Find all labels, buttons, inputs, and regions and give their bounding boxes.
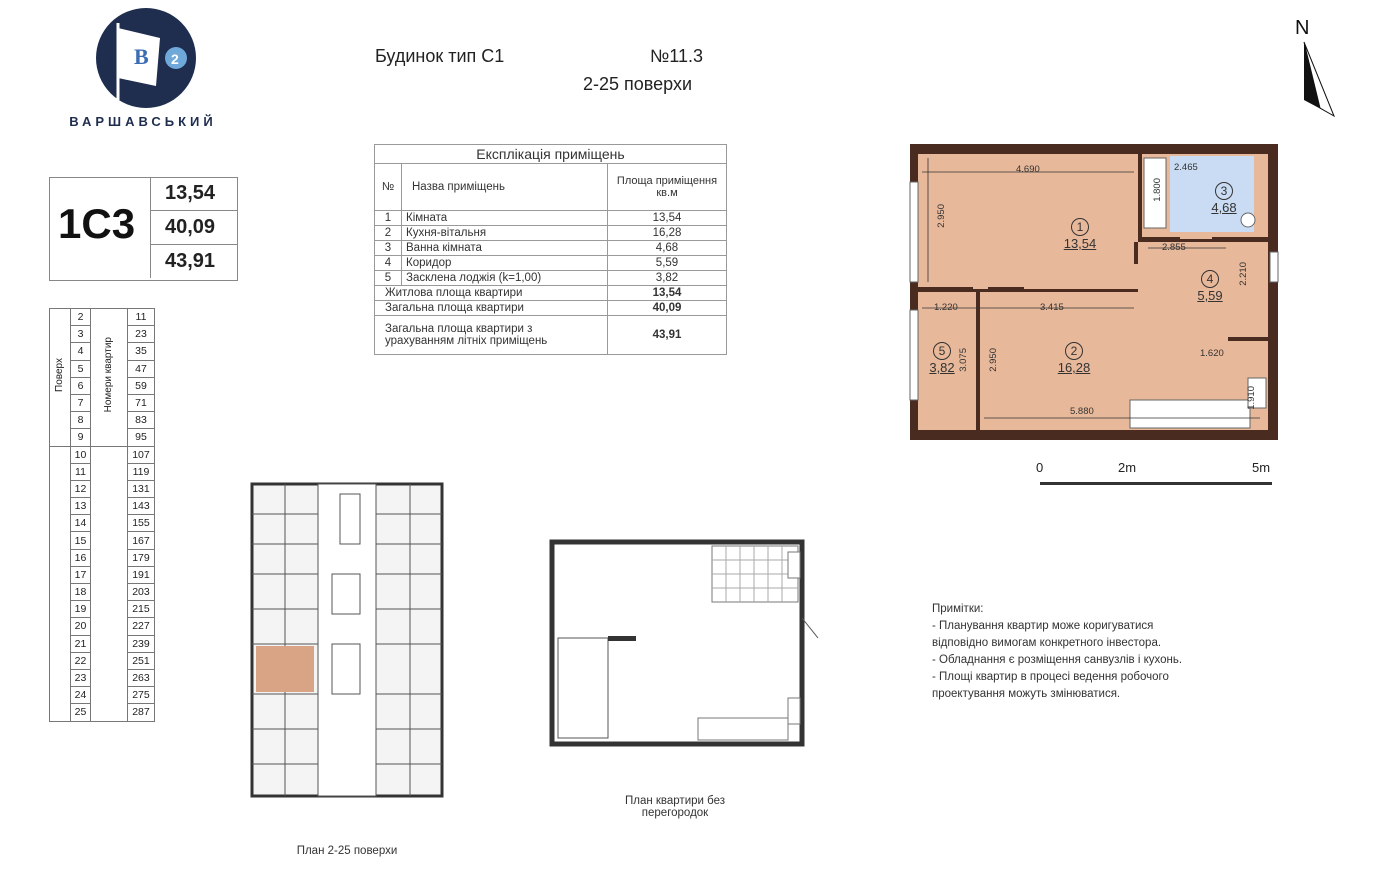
col-name-header: Назва приміщень [402, 164, 608, 211]
floor-number: 15 [71, 532, 91, 549]
highlighted-apartment [256, 646, 314, 692]
floor-number: 22 [71, 652, 91, 669]
col-area-header: Площа приміщення кв.м [608, 164, 727, 211]
floor-number: 24 [71, 687, 91, 704]
room-3-label: 3 4,68 [1211, 184, 1237, 215]
floor-number: 17 [71, 566, 91, 583]
total-row: Загальна площа квартири 40,09 [375, 301, 727, 316]
north-label: N [1295, 17, 1310, 39]
dim-label: 3.075 [958, 348, 969, 372]
dim-label: 1.220 [934, 302, 958, 313]
apartment-number: 131 [127, 480, 154, 497]
apartment-number: 155 [127, 515, 154, 532]
table-row [50, 309, 155, 326]
apartment-number: 167 [127, 532, 154, 549]
table-row: 4 Коридор 5,59 [375, 256, 727, 271]
table-row: 2 Кухня-вітальня 16,28 [375, 226, 727, 241]
floor-number: 16 [71, 549, 91, 566]
apartment-number: 251 [127, 652, 154, 669]
floor-plan [250, 474, 445, 826]
apartment-number: 263 [127, 669, 154, 686]
floor-number: 5 [71, 360, 91, 377]
apartment-column-label: Номери квартир [102, 337, 114, 413]
total-row: Житлова площа квартири 13,54 [375, 286, 727, 301]
apartment-number: 191 [127, 566, 154, 583]
apartment-areas [150, 177, 237, 278]
apartment-number: 11 [127, 309, 154, 326]
apartment-number: 227 [127, 618, 154, 635]
apartment-number: 71 [127, 394, 154, 411]
apartment-number: 203 [127, 584, 154, 601]
dim-label: 2.950 [988, 348, 999, 372]
building-type: Будинок тип С1 [375, 46, 505, 66]
logo-name: ВАРШАВСЬКИЙ [69, 114, 217, 129]
apartment-number: 143 [127, 498, 154, 515]
floor-number: 25 [71, 704, 91, 721]
dim-label: 5.880 [1070, 406, 1094, 417]
apartment-number: 239 [127, 635, 154, 652]
scale-bar: 0 2m 5m [1030, 460, 1280, 490]
apartment-number: 275 [127, 687, 154, 704]
floor-number: 6 [71, 377, 91, 394]
dim-label: 2.465 [1174, 162, 1198, 173]
explication-title: Експлікація приміщень [375, 145, 727, 164]
apartment-code: 1С3 [58, 200, 136, 247]
floor-number: 11 [71, 463, 91, 480]
floor-number: 9 [71, 429, 91, 446]
apartment-number: 23 [127, 326, 154, 343]
logo-number: 2 [171, 51, 179, 67]
floor-number: 8 [71, 412, 91, 429]
floor-number: 2 [71, 309, 91, 326]
explication-table [374, 144, 727, 355]
table-row [50, 446, 155, 463]
notes-title: Примітки: [932, 603, 984, 615]
total-area-with-loggia: 43,91 [165, 250, 216, 272]
floor-number: 3 [71, 326, 91, 343]
apartment-number: 107 [127, 446, 154, 463]
floor-plan-caption: План 2-25 поверхи [296, 845, 398, 857]
table-row: 1 Кімната 13,54 [375, 211, 727, 226]
floors-table [49, 308, 155, 722]
apartment-number: 35 [127, 343, 154, 360]
floor-number: 21 [71, 635, 91, 652]
table-row: 5 Засклена лоджія (k=1,00) 3,82 [375, 271, 727, 286]
floors-range: 2-25 поверхи [583, 74, 693, 94]
living-area: 13,54 [151, 177, 237, 211]
total-row: Загальна площа квартири з урахуванням літніх приміщень 43,91 [375, 316, 727, 355]
dim-label: 2.950 [936, 204, 947, 228]
room-5-label: 5 3,82 [929, 344, 955, 375]
room-2-label: 2 16,28 [1057, 344, 1091, 375]
dim-label: 1.800 [1152, 178, 1163, 202]
notes [932, 601, 1192, 703]
floor-number: 19 [71, 601, 91, 618]
apartment-number: 287 [127, 704, 154, 721]
logo [96, 8, 196, 108]
floor-number: 12 [71, 480, 91, 497]
room-1-label: 1 13,54 [1063, 220, 1097, 251]
open-plan-caption: План квартири без перегородок [624, 795, 726, 819]
apartment-plan [908, 142, 1280, 442]
open-plan [548, 538, 828, 748]
note-item: - Площі квартир в процесі ведення робочого проектування можуть змінюватися. [932, 671, 1169, 700]
apartment-number: 83 [127, 412, 154, 429]
dim-label: 2.855 [1162, 242, 1186, 253]
logo-letter: B [134, 44, 149, 69]
floor-column-label: Поверх [54, 357, 65, 392]
floor-number: 13 [71, 498, 91, 515]
note-item: - Планування квартир може коригуватися відповідно вимогам конкретного інвестора. [932, 620, 1162, 649]
floor-number: 10 [71, 446, 91, 463]
north-arrow [1290, 8, 1350, 128]
floor-number: 14 [71, 515, 91, 532]
apartment-number: 179 [127, 549, 154, 566]
dim-label: 4.690 [1016, 164, 1040, 175]
col-num-header: № [375, 164, 402, 211]
apartment-number: 215 [127, 601, 154, 618]
floor-number: 4 [71, 343, 91, 360]
apartment-number: 59 [127, 377, 154, 394]
apartment-number: 119 [127, 463, 154, 480]
total-area: 40,09 [151, 211, 237, 245]
building-number: №11.3 [650, 46, 704, 66]
apartment-number: 95 [127, 429, 154, 446]
dim-label: 1.910 [1246, 386, 1257, 410]
apartment-number: 47 [127, 360, 154, 377]
dim-label: 2.210 [1238, 262, 1249, 286]
floor-number: 7 [71, 394, 91, 411]
dim-label: 1.620 [1200, 348, 1224, 359]
room-4-label: 4 5,59 [1197, 272, 1223, 303]
table-row: 3 Ванна кімната 4,68 [375, 241, 727, 256]
floor-number: 23 [71, 669, 91, 686]
note-item: - Обладнання є розміщення санвузлів і кухонь. [932, 654, 1183, 666]
floor-number: 20 [71, 618, 91, 635]
dim-label: 3.415 [1040, 302, 1064, 313]
floor-number: 18 [71, 584, 91, 601]
